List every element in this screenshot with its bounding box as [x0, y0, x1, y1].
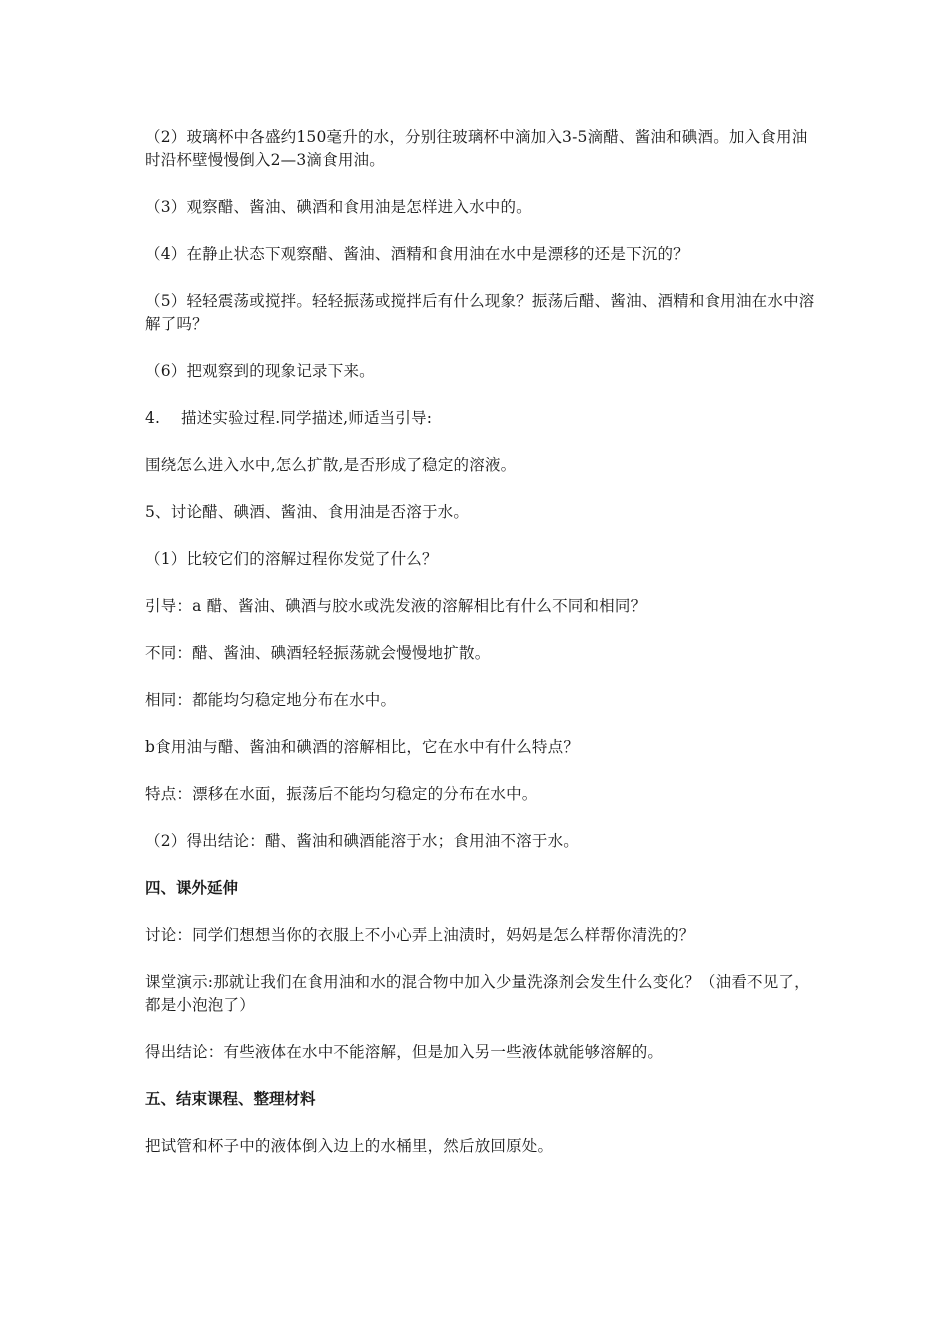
paragraph: （4）在静止状态下观察醋、酱油、酒精和食用油在水中是漂移的还是下沉的？ — [145, 245, 689, 263]
paragraph: 相同：都能均匀稳定地分布在水中。 — [145, 691, 397, 709]
paragraph: （2）得出结论：醋、酱油和碘酒能溶于水；食用油不溶于水。 — [145, 832, 579, 850]
paragraph: 围绕怎么进入水中,怎么扩散,是否形成了稳定的溶液。 — [145, 456, 517, 474]
paragraph: 4. 描述实验过程.同学描述,师适当引导: — [145, 409, 433, 427]
paragraph: 特点：漂移在水面，振荡后不能均匀稳定的分布在水中。 — [145, 785, 538, 803]
paragraph: 课堂演示:那就让我们在食用油和水的混合物中加入少量洗涤剂会发生什么变化？（油看不见了，都是小泡泡了） — [145, 973, 810, 1014]
paragraph: 引导：a 醋、酱油、碘酒与胶水或洗发液的溶解相比有什么不同和相同？ — [145, 597, 647, 615]
paragraph: 把试管和杯子中的液体倒入边上的水桶里，然后放回原处。 — [145, 1137, 554, 1155]
paragraph: （3）观察醋、酱油、碘酒和食用油是怎样进入水中的。 — [145, 198, 532, 216]
paragraph: （2）玻璃杯中各盛约150毫升的水，分别往玻璃杯中滴加入3-5滴醋、酱油和碘酒。加入食用油时沿杯壁慢慢倒入2—3滴食用油。 — [145, 128, 808, 169]
paragraph: （6）把观察到的现象记录下来。 — [145, 362, 375, 380]
section-heading: 五、结束课程、整理材料 — [145, 1090, 316, 1108]
paragraph: 5、讨论醋、碘酒、酱油、食用油是否溶于水。 — [145, 503, 470, 521]
section-heading: 四、课外延伸 — [145, 879, 239, 897]
paragraph: 讨论：同学们想想当你的衣服上不小心弄上油渍时，妈妈是怎么样帮你清洗的？ — [145, 926, 695, 944]
paragraph: 不同：醋、酱油、碘酒轻轻振荡就会慢慢地扩散。 — [145, 644, 491, 662]
paragraph: b食用油与醋、酱油和碘酒的溶解相比，它在水中有什么特点？ — [145, 738, 580, 756]
paragraph: 得出结论：有些液体在水中不能溶解，但是加入另一些液体就能够溶解的。 — [145, 1043, 664, 1061]
document-page — [145, 126, 815, 1158]
paragraph: （5）轻轻震荡或搅拌。轻轻振荡或搅拌后有什么现象？振荡后醋、酱油、酒精和食用油在水中溶解了吗？ — [145, 292, 815, 333]
paragraph: （1）比较它们的溶解过程你发觉了什么？ — [145, 550, 438, 568]
